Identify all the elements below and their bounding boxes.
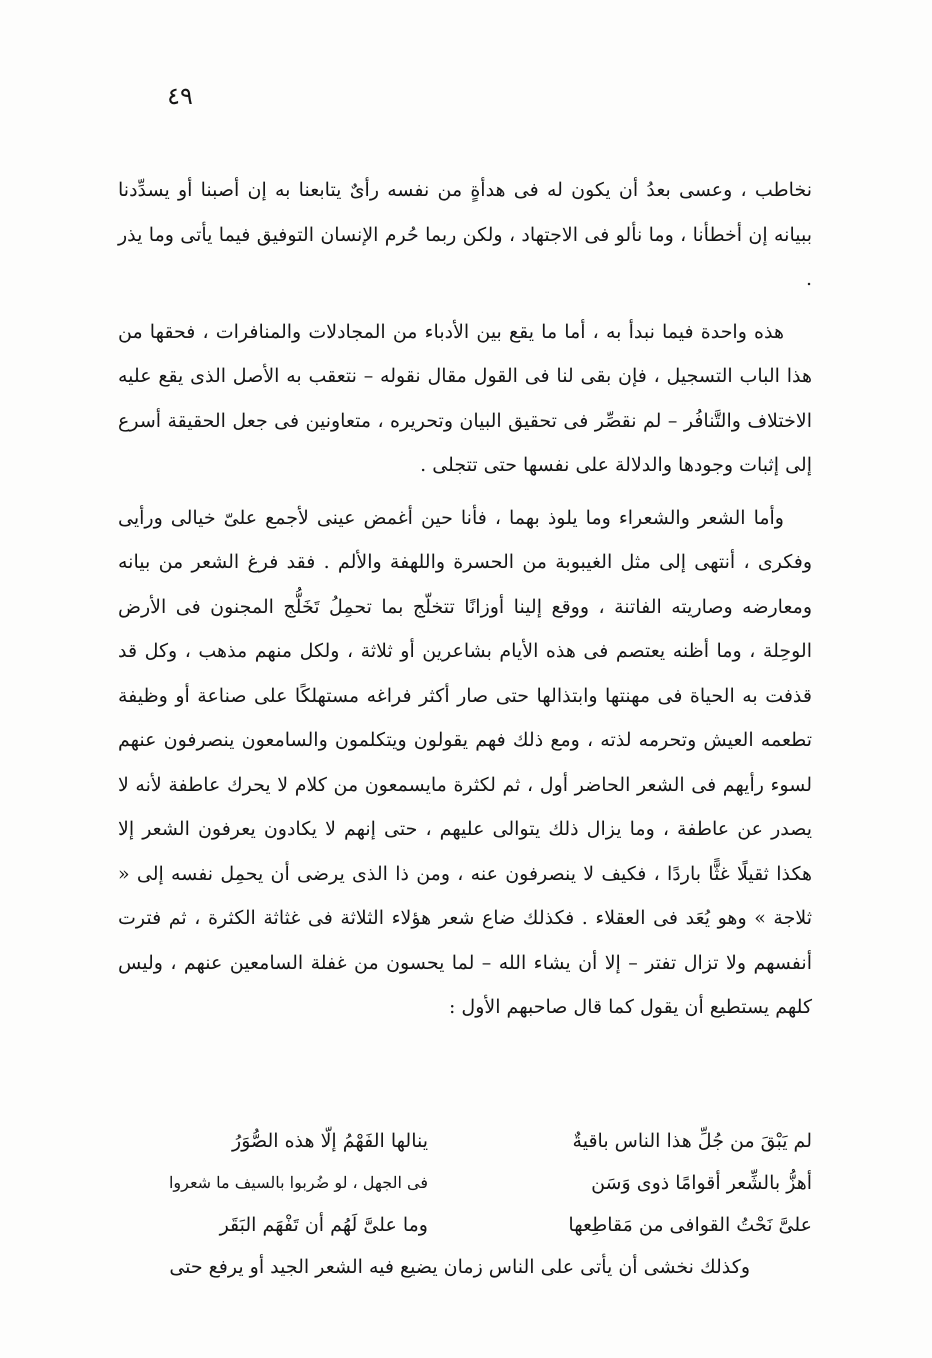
verse-first-hemistich: أهزُّ بالشِّعر أقوامًا ذوى وَسَن xyxy=(591,1172,812,1194)
poem-verse xyxy=(128,1162,812,1204)
verse-second-hemistich: فى الجهل ، لو ضُربوا بالسيف ما شعروا xyxy=(168,1173,428,1192)
verse-second-hemistich: وما علىَّ لَهُم أن تَفْهَم البَقَر xyxy=(219,1214,428,1236)
paragraph-continuation: نخاطب ، وعسى بعدُ أن يكون له فى هدأةٍ من نفسه رأىٌ يتابعنا به إن أصبنا أو يسدِّدنا ببيانه إن أخطأنا ، وما نألو فى الاجتهاد ، ولكن ربما حُرم الإنسان التوفيق فيما يأتى وما يذر . xyxy=(118,179,812,290)
verse-first-hemistich: علىَّ نَحْتُ القوافى من مَقاطِعها xyxy=(568,1214,812,1236)
paragraph-poetry: وأما الشعر والشعراء وما يلوذ بهما ، فأنا حين أغمض عينى لأجمع علىّ خيالى ورأيى وفكرى ، أنتهى إلى مثل الغيبوبة من الحسرة واللهفة والألم . فقد فرغ الشعر من بيانه ومعارضه وصاريته الفاتنة ، ووقع إلينا أوزانًا تتخلّج بما تحمِلُ تَخَلُّج المجنون فى الأرض الوحِلة ، وما أظنه يعتصم فى هذه الأيام بشاعرين أو ثلاثة ، ولكل منهم مذهب ، وكل قد قذفت به الحياة فى مهنتها وابتذالها حتى صار أكثر فراغه مستهلكًا على صناعة أو وظيفة تطعمه العيش وتحرمه لذته ، ومع ذلك فهم يقولون ويتكلمون والسامعون ينصرفون عنهم لسوء رأيهم فى الشعر الحاضر أول ، ثم لكثرة مايسمعون من كلام لا يحرك عاطفة لأنه لا يصدر عن عاطفة ، وما يزال ذلك يتوالى عليهم ، حتى إنهم لا يكادون يعرفون الشعر إلا هكذا ثقيلًا غثًّا باردًا ، فكيف لا ينصرفون عنه ، ومن ذا الذى يرضى أن يحمِل نفسه إلى « ثلاجة » وهو يُعَد فى العقلاء . فكذلك ضاع شعر هؤلاء الثلاثة فى غثاثة الكثرة ، ثم فترت أنفسهم ولا تزال تفتر – إلا أن يشاء الله – لما يحسون من غفلة السامعين عنهم ، وليس كلهم يستطيع أن يقول كما قال صاحبهم الأول : xyxy=(118,506,812,1018)
verse-first-hemistich: لم يَبْقَ من جُلِّ هذا الناس باقيةٌ xyxy=(572,1130,812,1152)
closing-line: وكذلك نخشى أن يأتى على الناس زمان يضيع فيه الشعر الجيد أو يرفع حتى xyxy=(169,1256,750,1278)
poem-verse xyxy=(128,1120,812,1162)
poem-quote xyxy=(128,1120,812,1246)
page-number: ٤٩ xyxy=(167,82,193,110)
body-text xyxy=(118,168,812,1030)
paragraph-debates: هذه واحدة فيما نبدأ به ، أما ما يقع بين الأدباء من المجادلات والمنافرات ، فحقها من هذا الباب التسجيل ، فإن بقى لنا فى القول مقال نقوله – نتعقب به الأصل الذى يقع عليه الاختلاف والتَّنافُر – لم نقصِّر فى تحقيق البيان وتحريره ، متعاونين فى جعل الحقيقة أسرع إلى إثبات وجودها والدلالة على نفسها حتى تتجلى . xyxy=(118,320,812,476)
verse-second-hemistich: ينالها الفَهْمُ إلّا هذه الصُّوَرُ xyxy=(232,1130,428,1152)
poem-verse xyxy=(128,1204,812,1246)
